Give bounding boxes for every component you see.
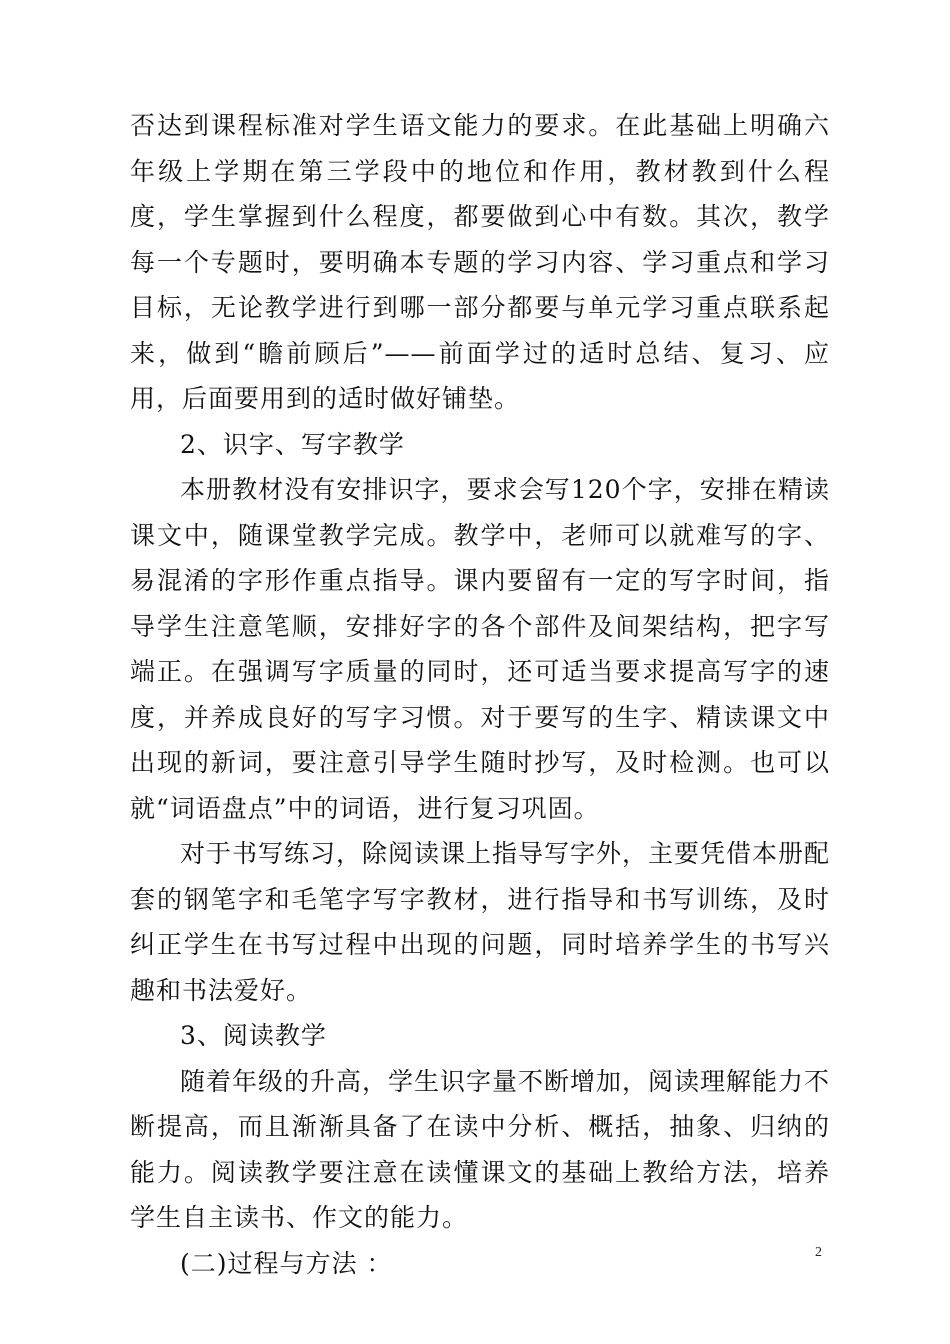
document-body [130,103,830,1286]
section-heading-reading: 3、阅读教学 [180,1021,327,1050]
page-number: 2 [815,1245,822,1260]
paragraph-reading: 随着年级的升高，学生识字量不断增加，阅读理解能力不断提高，而且渐渐具备了在读中分析、概括，抽象、归纳的能力。阅读教学要注意在读懂课文的基础上教给方法，培养学生自主读书、作文的能力。 [130,1066,831,1232]
paragraph-literacy: 本册教材没有安排识字，要求会写120个字，安排在精读课文中，随课堂教学完成。教学中，老师可以就难写的字、易混淆的字形作重点指导。课内要留有一定的写字时间，指导学生注意笔顺，安排好字的各个部件及间架结构，把字写端正。在强调写字质量的同时，还可适当要求提高写字的速度，并养成良好的写字习惯。对于要写的生字、精读课文中出现的新词，要注意引导学生随时抄写，及时检测。也可以就“词语盘点”中的词语，进行复习巩固。 [130,475,830,823]
paragraph-1: 否达到课程标准对学生语文能力的要求。在此基础上明确六年级上学期在第三学段中的地位和作用，教材教到什么程度，学生掌握到什么程度，都要做到心中有数。其次，教学每一个专题时，要明确本专题的学习内容、学习重点和学习目标，无论教学进行到哪一部分都要与单元学习重点联系起来，做到“瞻前顾后”——前面学过的适时总结、复习、应用，后面要用到的适时做好铺垫。 [130,111,830,413]
paragraph-handwriting: 对于书写练习，除阅读课上指导写字外，主要凭借本册配套的钢笔字和毛笔字写字教材，进行指导和书写训练，及时纠正学生在书写过程中出现的问题，同时培养学生的书写兴趣和书法爱好。 [130,839,831,1005]
section-heading-process-method: (二)过程与方法 ： [180,1248,393,1278]
section-heading-literacy-writing: 2、识字、写字教学 [180,429,405,459]
